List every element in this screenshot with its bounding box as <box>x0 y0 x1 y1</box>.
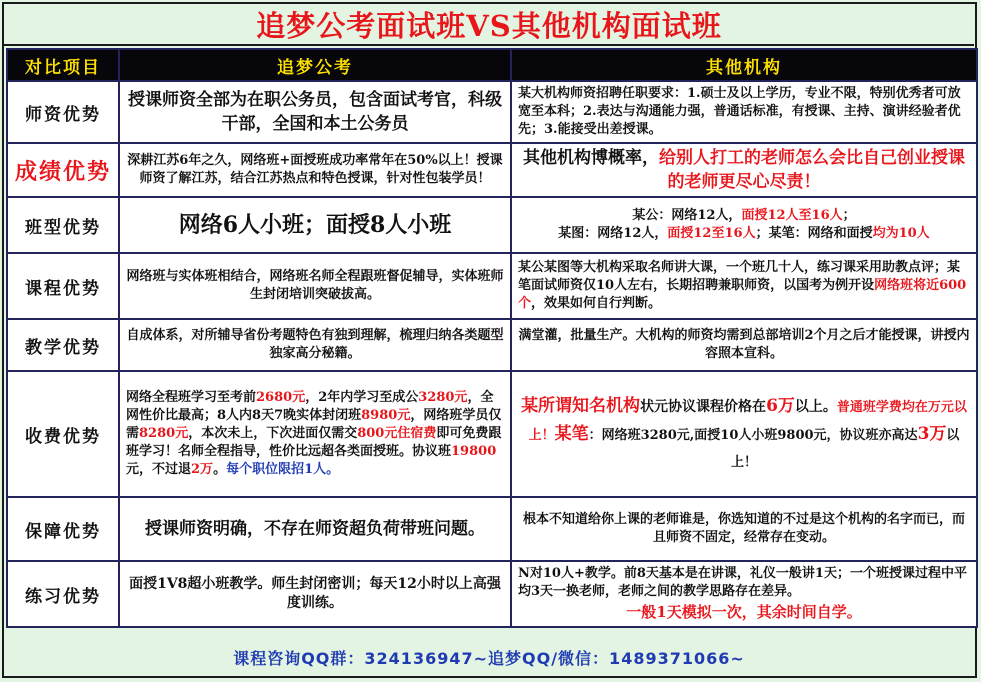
ours-cell: 授课师资全部为在职公务员，包含面试考官，科级干部，全国和本土公务员 <box>119 81 511 143</box>
header-item: 对比项目 <box>7 49 119 81</box>
others-text: N对10人+教学。前8天基本是在讲课，礼仪一般讲1天；一个班授课过程中平均3天一换老师，老师之间的教学思路存在差异。 <box>518 566 967 599</box>
ours-text: ，2年内学习至成公 <box>305 390 419 405</box>
others-cell <box>511 561 977 627</box>
others-text: 其他机构博概率， <box>523 148 659 168</box>
row-label: 成绩优势 <box>7 143 119 197</box>
ours-price: 3280元 <box>418 390 468 405</box>
ours-text: ，网络班学员仅需 <box>126 408 502 441</box>
row-label: 收费优势 <box>7 371 119 497</box>
ours-text: 即可免费跟班学习！名师全程指导，性价比远超各类面授班。协议班 <box>126 426 502 459</box>
table-header-row <box>7 49 977 81</box>
ours-price: 8280元 <box>139 426 189 441</box>
others-cell <box>511 253 977 319</box>
others-highlight: 某所谓知名机构 <box>521 395 641 416</box>
ours-text: ，全网性价比最高；8人内8天7晚实体封闭班 <box>126 390 494 423</box>
others-cell <box>511 143 977 197</box>
others-cell: 根本不知道给你上课的老师谁是，你选知道的不过是这个机构的名字而已，而且师资不固定，经常存在变动。 <box>511 497 977 561</box>
ours-highlight: 每个职位限招1人。 <box>226 462 340 477</box>
contact-footer: 课程咨询QQ群：324136947~追梦QQ/微信：1489371066~ <box>233 648 745 668</box>
ours-text: 元，不过退 <box>126 462 192 477</box>
others-highlight: 某笔 <box>554 423 589 444</box>
table-row <box>7 81 977 143</box>
ours-cell: 面授1V8超小班教学。师生封闭密训；每天12小时以上高强度训练。 <box>119 561 511 627</box>
others-highlight: 面授12人至16人 <box>741 208 843 223</box>
table-row <box>7 319 977 371</box>
table-row <box>7 561 977 627</box>
ours-text: ，本次未上，下次进面仅需交 <box>188 426 358 441</box>
page-title: 追梦公考面试班VS其他机构面试班 <box>4 4 974 46</box>
others-text: 某公：网络12人， <box>632 208 742 223</box>
others-highlight: 普通班学费均在万元以上！ <box>528 399 967 443</box>
ours-price: 8980元 <box>361 408 411 423</box>
others-text: 某公某图等大机构采取名师讲大课，一个班几十人，练习课采用助教点评；某笔面试师资仅10人左右，长期招聘兼职师资，以国考为例开设 <box>518 260 961 293</box>
others-text: 以上！ <box>730 427 960 470</box>
ours-cell <box>119 371 511 497</box>
row-label: 保障优势 <box>7 497 119 561</box>
row-label: 教学优势 <box>7 319 119 371</box>
others-cell: 某大机构师资招聘任职要求：1.硕士及以上学历，专业不限，特别优秀者可放宽至本科；2.表达与沟通能力强，普通话标准，有授课、主持、演讲经验者优先；3.能接受出差授课。 <box>511 81 977 143</box>
table-row <box>7 253 977 319</box>
ours-cell: 授课师资明确，不存在师资超负荷带班问题。 <box>119 497 511 561</box>
comparison-table <box>6 48 978 628</box>
ours-cell: 自成体系，对所辅导省份考题特色有独到理解，梳理归纳各类题型独家高分秘籍。 <box>119 319 511 371</box>
others-text: 某图：网络12人， <box>558 226 668 241</box>
table-row <box>7 371 977 497</box>
ours-price: 800元住宿费 <box>357 426 437 441</box>
others-highlight: 网络班将近600个 <box>518 278 967 311</box>
ours-cell: 网络班与实体班相结合，网络班名师全程跟班督促辅导，实体班师生封闭培训突破拔高。 <box>119 253 511 319</box>
others-price: 6万 <box>766 395 795 416</box>
table-row <box>7 197 977 253</box>
row-label: 师资优势 <box>7 81 119 143</box>
others-text: ；某笔：网络和面授 <box>755 226 873 241</box>
ours-price: 2680元 <box>256 390 306 405</box>
header-others: 其他机构 <box>511 49 977 81</box>
ours-price: 19800 <box>451 444 497 459</box>
others-cell <box>511 197 977 253</box>
others-highlight: 给别人打工的老师怎么会比自己创业授课的老师更尽心尽责！ <box>659 148 965 192</box>
others-cell: 满堂灌，批量生产。大机构的师资均需到总部培训2个月之后才能授课，讲授内容照本宣科。 <box>511 319 977 371</box>
ours-text: 。 <box>213 462 227 477</box>
table-row <box>7 143 977 197</box>
row-label: 练习优势 <box>7 561 119 627</box>
others-text: 以上。 <box>794 398 837 415</box>
row-label: 班型优势 <box>7 197 119 253</box>
others-price: 3万 <box>917 423 947 444</box>
ours-price: 2万 <box>191 462 214 477</box>
header-ours: 追梦公考 <box>119 49 511 81</box>
row-label: 课程优势 <box>7 253 119 319</box>
others-text: ：网络班3280元,面授10人小班9800元，协议班亦高达 <box>588 427 918 443</box>
others-highlight: 均为10人 <box>872 226 930 241</box>
table-row <box>7 497 977 561</box>
others-highlight: 面授12至16人 <box>667 226 756 241</box>
ours-text: 网络全程班学习至考前 <box>126 390 257 405</box>
others-highlight: 一般1天模拟一次，其余时间自学。 <box>626 603 862 621</box>
others-cell <box>511 371 977 497</box>
others-text: ； <box>842 208 856 223</box>
ours-cell: 网络6人小班；面授8人小班 <box>119 197 511 253</box>
others-text: 状元协议课程价格在 <box>640 398 767 415</box>
others-text: ，效果如何自行判断。 <box>531 296 662 311</box>
ours-cell: 深耕江苏6年之久，网络班+面授班成功率常年在50%以上！授课师资了解江苏，结合江苏热点和特色授课，针对性包装学员！ <box>119 143 511 197</box>
